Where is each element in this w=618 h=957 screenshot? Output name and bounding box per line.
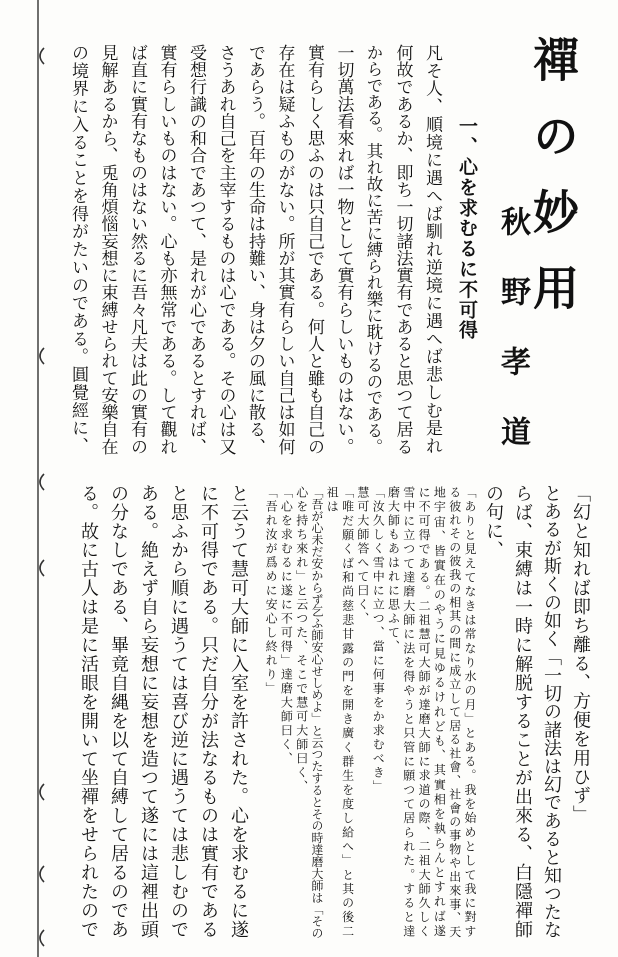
note-column: 祖は <box>325 486 340 514</box>
body-column: 受想行識の和合であつて、是れが心であるとすれば、 <box>186 44 206 455</box>
quote-column: 「幻と知れば即ち離る、方便を用ひず」 <box>570 484 591 825</box>
body-column: らば、束縛は一時に解脱することが出來る、白隱禪師 <box>512 484 533 939</box>
body-column: の境界に入ることを得がたいのである。圓覺經に、 <box>68 44 88 455</box>
body-column: 凡そ人、順境に遇へば馴れ逆境に遇へば悲しむ是れ <box>422 44 442 455</box>
body-column: 何故であるか、即ち一切諸法實有であると思つて居る <box>392 44 413 455</box>
note-column: に不可得である。二祖慧可大師が達磨大師に求道の際、二祖大師久しく <box>417 486 432 939</box>
note-column: 「吾れ汝が爲めに安心し終れり」 <box>264 486 279 696</box>
author-name: 秋野孝道 <box>495 206 530 486</box>
body-column: ある。絶えず自ら妄想に妄想を造つて遂には這裡出頭 <box>138 484 159 939</box>
body-column: 一切萬法看來れば一物として實有らしいものはない。 <box>333 44 354 455</box>
note-column: る彼れその彼我の相其の間に成立して居る社會、社會の事物や出來事、天 <box>447 486 462 939</box>
body-column: とあるが斯くの如く「一切の諸法は幻であると知つたな <box>541 484 562 939</box>
body-column: と思ふから順に遇うては喜び逆に遇うては悲しむので <box>168 484 189 939</box>
note-column: 「ありと見えてなきは常なり水の月」とある。我を始めとして我に對す <box>463 486 477 939</box>
body-column: さうあれ自己を主宰するものは心である。その心は又 <box>215 44 236 455</box>
body-column: の句に、 <box>483 484 504 560</box>
note-column: 「心を求むるに遂に不可得」達磨大師曰く、 <box>279 486 294 766</box>
body-column: であらう。百年の生命は持難い、身は夕の風に散る、 <box>245 44 265 455</box>
article-title: 禪の妙用 <box>526 36 580 340</box>
body-column: 實有らしく思ふのは只自己である。何人と雖も自己の <box>304 44 324 455</box>
note-column: 「唯だ願くば和尚慈悲甘露の門を開き廣く群生を度し給へ」と其の後二 <box>340 486 355 939</box>
note-column: 「汝久しく雪中に立つ、當に何事をか求むべき」 <box>371 486 386 794</box>
body-column: に不可得である。只だ自分が法なるものは實有である <box>198 484 219 939</box>
body-column: 實有らしいものはない。心も亦無常である。して觀れ <box>156 44 177 455</box>
body-column: 存在は疑ふものがない。所が其實有らしい自己は如何 <box>274 44 295 455</box>
body-column: と云うて慧可大師に入室を許された。心を求むるに遂 <box>228 484 249 939</box>
body-column: からである。其れ故に苦に縛られ樂に耽けるのである。 <box>364 44 383 455</box>
body-column: ば直に實有なものはない然るに吾々凡夫は此の實有の <box>127 44 147 455</box>
note-column: 心を持ち來れ」と云つた、そこで慧可大師曰く、 <box>294 486 309 794</box>
note-column: 慧可大師答へて曰く、 <box>355 486 370 626</box>
note-column: 「吾が心未だ安からず乞ふ師安心せしめよ」と云つたするとその時達磨大師は「その <box>310 486 324 939</box>
body-column: 見解あるから、兎角煩惱妄想に束縛せられて安樂自在 <box>97 44 118 455</box>
note-column: 磨大師もあはれに思ふて、 <box>386 486 401 654</box>
note-column: 雪中に立つて達磨大師に法を得やうと只管に願つて居られた。すると達 <box>401 486 416 939</box>
section-heading: 一、心を求むるに不可得 <box>456 116 478 341</box>
note-column: 地宇宙、皆實在のやうに見ゆるけれども、其實相を執らんとすれば遂 <box>432 486 447 939</box>
body-column: の分なしである、畢竟自縄を以て自縛して居るのであ <box>108 484 129 939</box>
body-column: る。故に古人は是に活眼を開いて坐禪をせられたので <box>78 484 99 939</box>
